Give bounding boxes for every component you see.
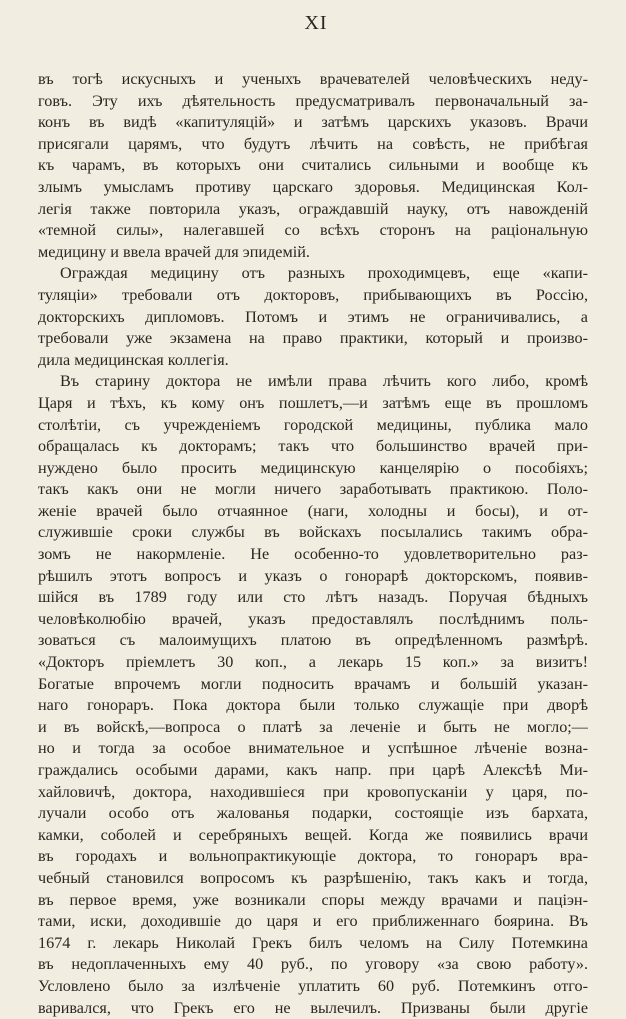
text-line: такъ какъ они не могли ничего заработывать практикою. Поло- <box>38 480 588 499</box>
text-line: чебный становился вопросомъ къ разрѣшенiю, такъ какъ и тогда, <box>38 868 588 887</box>
text-line: обращалась къ докторамъ; такъ что большинство врачей при- <box>38 437 588 456</box>
text-line: къ чарамъ, въ которыхъ они считались сильными и вообще къ <box>38 156 588 175</box>
text-line: человѣколюбiю врачей, указъ предоставлялъ послѣднимъ поль- <box>38 609 588 628</box>
text-line: Ограждая медицину отъ разныхъ проходимцевъ, еще «капи- <box>60 264 588 283</box>
text-line: Условлено было за излѣченiе уплатить 60 руб. Потемкинъ отго- <box>38 976 588 995</box>
text-body <box>38 69 588 1019</box>
text-line: столѣтiи, съ учрежденiемъ городской медицины, публика мало <box>38 415 588 434</box>
text-line: граждались особыми дарами, какъ напр. при царѣ Алексѣѣ Ми- <box>38 761 588 779</box>
text-line: говъ. Эту ихъ дѣятельность предусматривалъ первоначальный за- <box>38 91 588 110</box>
text-line: наго гонораръ. Пока доктора были только служащiе при дворѣ <box>38 696 588 715</box>
text-line: присягали царямъ, что будутъ лѣчить на совѣсть, не прибѣгая <box>38 134 588 153</box>
text-line: нуждено было просить медицинскую канцелярiю о пособiяхъ; <box>38 458 588 477</box>
text-line: камки, соболей и серебряныхъ вещей. Когда же появились врачи <box>38 825 588 844</box>
text-line: въ городахъ и вольнопрактикующiе доктора, то гонораръ вра- <box>38 847 588 866</box>
text-line: въ недоплаченныхъ ему 40 руб., по уговору «за свою работу». <box>38 955 588 974</box>
text-line: 1674 г. лекарь Николай Грекъ билъ челомъ на Силу Потемкина <box>38 933 588 952</box>
text-line: въ тогѣ искусныхъ и ученыхъ врачевателей человѣческихъ неду- <box>38 70 588 88</box>
text-line: «Докторъ прiемлетъ 30 коп., а лекарь 15 коп.» за визитъ! <box>38 653 588 672</box>
text-line: женiе врачей было отчаянное (наги, холодны и босы), и от- <box>38 501 588 520</box>
page-number: XI <box>304 12 328 34</box>
text-line: Въ старину доктора не имѣли права лѣчить кого либо, кромѣ <box>60 372 588 391</box>
paragraph <box>38 263 588 371</box>
text-line: зоваться съ малоимущихъ платою въ опредѣленномъ размѣрѣ. <box>38 631 588 650</box>
text-line: медицину и ввела врачей для эпидемiй. <box>38 242 310 261</box>
text-line: туляцiи» требовали отъ докторовъ, прибывающихъ въ Россiю, <box>38 285 588 304</box>
text-line: дила медицинская коллегiя. <box>38 350 229 369</box>
paragraph <box>38 371 588 1019</box>
text-line: лучали особо отъ жалованья подарки, состоящiе изъ бархата, <box>38 804 588 823</box>
text-line: легiя также повторила указъ, ограждавшiй науку, отъ навожденiй <box>38 199 588 218</box>
text-line: докторскихъ дипломовъ. Потомъ и этимъ не ограничивались, а <box>38 307 588 326</box>
text-line: но и тогда за особое внимательное и успѣшное лѣченiе возна- <box>38 739 588 758</box>
text-line: и въ войскѣ,—вопроса о платѣ за леченiе и быть не могло;— <box>38 717 588 736</box>
text-line: требовали уже экзамена на право практики, который и произво- <box>38 329 588 348</box>
text-line: рѣшилъ этотъ вопросъ и указъ о гонорарѣ докторскомъ, появив- <box>38 566 588 585</box>
text-line: служившiе сроки службы въ войскахъ посылались такимъ обра- <box>38 523 588 542</box>
text-line: конъ въ видѣ «капитуляцiй» и затѣмъ царскихъ указовъ. Врачи <box>38 113 588 132</box>
text-line: злымъ умысламъ противу царскаго здоровья. Медицинская Кол- <box>38 177 588 196</box>
text-line: хайловичѣ, доктора, находившiеся при кровопусканiи у царя, по- <box>38 782 588 801</box>
text-line: зомъ не накормленiе. Не особенно-то удовлетворительно раз- <box>38 545 588 564</box>
text-line: Царя и тѣхъ, къ кому онъ пошлетъ,—и затѣмъ еще въ прошломъ <box>38 393 588 412</box>
paragraph <box>38 69 588 263</box>
text-line: Богатые впрочемъ могли подносить врачамъ и большiй указан- <box>38 674 588 693</box>
text-line: въ первое время, уже возникали споры между врачами и пацiэн- <box>38 890 588 909</box>
text-line: шiйся въ 1789 году или сто лѣтъ назадъ. Поручая бѣдныхъ <box>38 588 588 607</box>
text-line: «темной силы», налегавшей со всѣхъ сторонъ на рацiональную <box>38 221 588 240</box>
text-line: варивался, что Грекъ его не вылечилъ. Призваны были другiе <box>38 998 588 1017</box>
text-line: тами, иски, доходившiе до царя и его приближеннаго боярина. Въ <box>38 912 588 931</box>
